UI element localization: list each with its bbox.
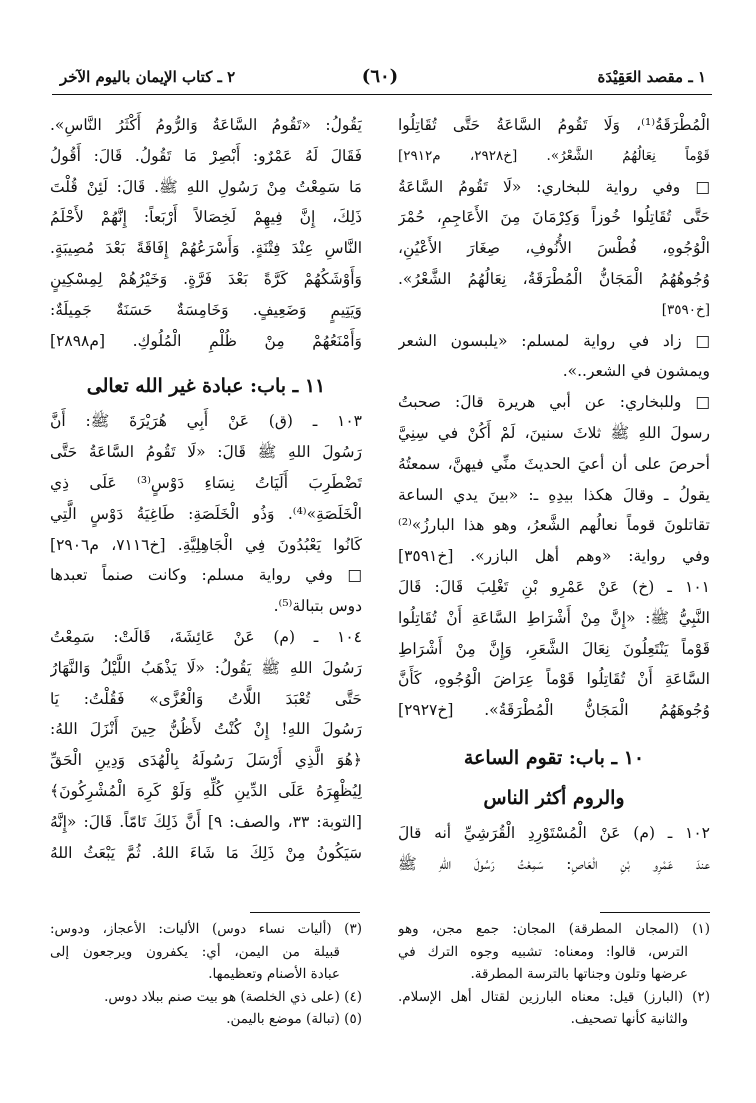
text-line: وفي رواية: «وهم أهل البازر». [خ٣٥٩١]: [398, 547, 710, 566]
text-line: □ وللبخاري: عن أبي هريرة قالَ: صحبتُ: [398, 393, 710, 412]
text-line: حَتَّى تُقَاتِلُوا خُوزاً وَكِرْمَانَ مِنَ الأَعَاجِمِ، حُمْرَ: [398, 208, 710, 227]
text-line: رَسُولَ اللهِ! إِنْ كُنْتُ لأَظُنُّ حِينَ أَنْزَلَ اللهُ:: [50, 720, 362, 739]
text-line: وَيَتِيمٍ وَضَعِيفٍ. وَخَامِسَةٌ حَسَنَةٌ جَمِيلَةٌ:: [50, 300, 362, 319]
text-line: وُجُوهَهُمُ الْمَجَانُّ الْمُطْرَقَةُ». [خ٢٩٢٧]: [398, 701, 710, 720]
text-line: وَأَوْشَكُهُمْ كَرَّةً بَعْدَ فَرَّةٍ. وَخَيْرُهُمْ لِمِسْكِينٍ: [50, 269, 362, 288]
text-line: يَقُولُ: «تَقُومُ السَّاعَةُ وَالرُّومُ أَكْثَرُ النَّاسِ».: [50, 116, 362, 134]
quran-verse: لِيُظْهِرَهُ عَلَى الدِّينِ كُلِّهِ وَلَوْ كَرِهَ الْمُشْرِكُونَ﴾: [50, 781, 362, 800]
footnote-separator: [600, 912, 710, 913]
hadith-103-start: ١٠٣ ـ (ق) عَنْ أَبِي هُرَيْرَةَ ﷺ: أَنَّ: [50, 412, 362, 431]
text-line: □ وفي رواية مسلم: وكانت صنماً تعبدها: [50, 566, 362, 585]
footnote-4: (٤) (على ذي الخلصة) هو بيت صنم ببلاد دوس.: [104, 988, 362, 1005]
chapter-10-title: ١٠ ـ باب: تقوم الساعة: [463, 746, 645, 769]
text-line: وُجُوهُهُمُ الْمَجَانُّ الْمُطْرَقَةُ، نِعَالُهُمُ الشَّعْرُ».: [398, 269, 710, 288]
footnote-line: عرضها وتلون وجناتها بالترسة المطرقة.: [470, 966, 688, 982]
source-reference: [خ٣٥٩٠]: [661, 301, 710, 318]
text-line: كَانُوا يَعْبُدُونَ فِي الْجَاهِلِيَّةِ. [خ٧١١٦، م٢٩٠٦]: [50, 535, 362, 554]
chapter-11-title: ١١ ـ باب: عبادة غير الله تعالى: [86, 375, 326, 398]
header-rule: [52, 94, 712, 95]
footnote-2: (٢) (البارز) قيل: معناه البارزين لقتال أهل الإسلام.: [398, 988, 710, 1005]
text-line: النَّاسِ عِنْدَ فِتْنَةٍ. وَأَسْرَعُهُمْ إِفَاقَةً بَعْدَ مُصِيبَةٍ.: [50, 239, 362, 258]
text-line: ويمشون في الشعر..».: [562, 362, 710, 381]
hadith-101-start: ١٠١ ـ (خ) عَنْ عَمْرِو بْنِ تَغْلِبَ قَالَ: قَالَ: [398, 577, 710, 596]
footnote-separator: [250, 912, 360, 913]
hadith-102-start: ١٠٢ ـ (م) عَنْ الْمُسْتَوْرِدِ الْقُرَشِيِّ أنه قالَ: [398, 823, 710, 842]
text-line: ذَلِكَ، إِنَّ فِيهِمْ لَخِصَالاً أَرْبَعاً: إِنَّهُمْ لأَحْلَمُ: [50, 208, 362, 227]
page-number: (٦٠): [361, 66, 399, 87]
text-line: فَقَالَ لَهُ عَمْرٌو: أَبْصِرْ مَا تَقُولُ. قَالَ: أَقُولُ: [50, 146, 362, 165]
text-line: مَا سَمِعْتُ مِنْ رَسُولِ اللهِ ﷺ. قَالَ: لَئِنْ قُلْتَ: [50, 177, 362, 196]
footnotes-right: [398, 918, 710, 1031]
text-line: □ وفي رواية للبخاري: «لَا تَقُومُ السَّاعَةُ: [398, 177, 710, 196]
footnote-line: والثانية كأنها تصحيف.: [570, 1011, 688, 1027]
hadith-104-start: ١٠٤ ـ (م) عَنْ عَائِشَةَ، قَالَتْ: سَمِعْتُ: [50, 627, 362, 646]
footnote-3: (٣) (أليات نساء دوس) الأليات: الأعجاز، ودوس:: [50, 921, 362, 937]
text-line: عندَ عَمْرِو بْنِ الْعَاصِ: سَمِعْتُ رَسُولَ اللهِ ﷺ: [398, 854, 710, 873]
footnote-line: الترس، قالوا: ومعناه: تشبيه وجوه الترك في: [398, 943, 688, 960]
text-line: قَوْماً يَنْتَعِلُونَ نِعَالَ الشَّعَرِ، وَإِنَّ مِنْ أَشْرَاطِ: [398, 639, 710, 658]
footnote-5: (٥) (تبالة) موضع باليمن.: [226, 1011, 362, 1027]
left-column: [50, 110, 362, 868]
text-line: دوس بتبالة⁽⁵⁾.: [273, 597, 362, 616]
footnote-line: قبيلة من اليمن، أي: يكفرون ويرجعون إلى: [50, 943, 340, 960]
text-line: النَّبِيُّ ﷺ: «إِنَّ مِنْ أَشْرَاطِ السَّاعَةِ أَنْ تُقَاتِلُوا: [398, 608, 710, 627]
header-chapter-title: ٢ ـ كتاب الإيمان باليوم الآخر: [60, 68, 236, 86]
text-line: الْمُطْرَقَةُ⁽¹⁾، وَلَا تَقُومُ السَّاعَةُ حَتَّى تُقَاتِلُوا: [398, 116, 710, 134]
text-line: رسولَ اللهِ ﷺ ثلاثَ سنينَ، لَمْ أَكُنْ في سِنِيَّ: [398, 423, 710, 442]
footnotes-left: [50, 918, 362, 1031]
text-line: رَسُولَ اللهِ ﷺ قَالَ: «لَا تَقُومُ السَّاعَةُ حَتَّى: [50, 443, 362, 462]
quran-verse: ﴿هُوَ الَّذِي أَرْسَلَ رَسُولَهُ بِالْهُدَى وَدِينِ الْحَقِّ: [50, 751, 362, 770]
text-line: سَيَكُونُ مِنْ ذَلِكَ مَا شَاءَ اللهُ. ثُمَّ يَبْعَثُ اللهُ: [50, 843, 362, 862]
text-line: وَأَمْنَعُهُمْ مِنْ ظُلْمِ الْمُلُوكِ. [م٢٨٩٨]: [50, 331, 362, 350]
right-column: [398, 110, 710, 880]
footnote-line: عبادة الأصنام وتعظيمها.: [208, 966, 340, 982]
text-line: السَّاعَةِ أَنْ تُقَاتِلُوا قَوْماً عِرَاضَ الْوُجُوهِ، كَأَنَّ: [398, 670, 710, 689]
text-line: رَسُولَ اللهِ ﷺ يَقُولُ: «لَا يَذْهَبُ اللَّيْلُ وَالنَّهَارُ: [50, 658, 362, 677]
text-line: تَضْطَرِبَ أَلَيَاتُ نِسَاءِ دَوْسٍ⁽³⁾ عَلَى ذِي: [50, 473, 362, 492]
text-line: الْخَلَصَةِ»⁽⁴⁾. وَذُو الْخَلَصَةِ: طَاغِيَةُ دَوْسٍ الَّتِي: [50, 504, 362, 523]
text-line: [التوبة: ٣٣، والصف: ٩] أَنَّ ذَلِكَ تَامّاً. قَالَ: «إِنَّهُ: [50, 812, 362, 831]
text-line: حَتَّى تُعْبَدَ اللَّاتُ وَالْعُزَّى» فَقُلْتُ: يَا: [50, 689, 362, 708]
text-line: أحرصَ على أن أعيَ الحديثَ منِّي فيهنَّ، سمعتُهُ: [398, 454, 710, 473]
text-line: تقاتلونَ قوماً نعالُهم الشَّعرُ، وهو هذا البارزُ»⁽²⁾: [398, 516, 710, 535]
header-section-title: ١ ـ مقصد العَقِيْدَة: [597, 68, 706, 86]
text-line: قَوْماً نِعَالُهُمُ الشَّعْرُ». [خ٢٩٢٨، م٢٩١٢]: [398, 147, 710, 164]
text-line: يقولُ ـ وقالَ هكذا بيدِهِ ـ: «بينَ يدي الساعة: [398, 485, 710, 504]
text-line: □ زاد في رواية لمسلم: «يلبسون الشعر: [398, 331, 710, 350]
footnote-1: (١) (المجان المطرقة) المجان: جمع مجن، وهو: [398, 921, 710, 937]
text-line: الْوُجُوهِ، فُطْسَ الأُنُوفِ، صِغَارَ الأَعْيُنِ،: [398, 239, 710, 258]
chapter-10-subtitle: والروم أكثر الناس: [483, 786, 625, 809]
